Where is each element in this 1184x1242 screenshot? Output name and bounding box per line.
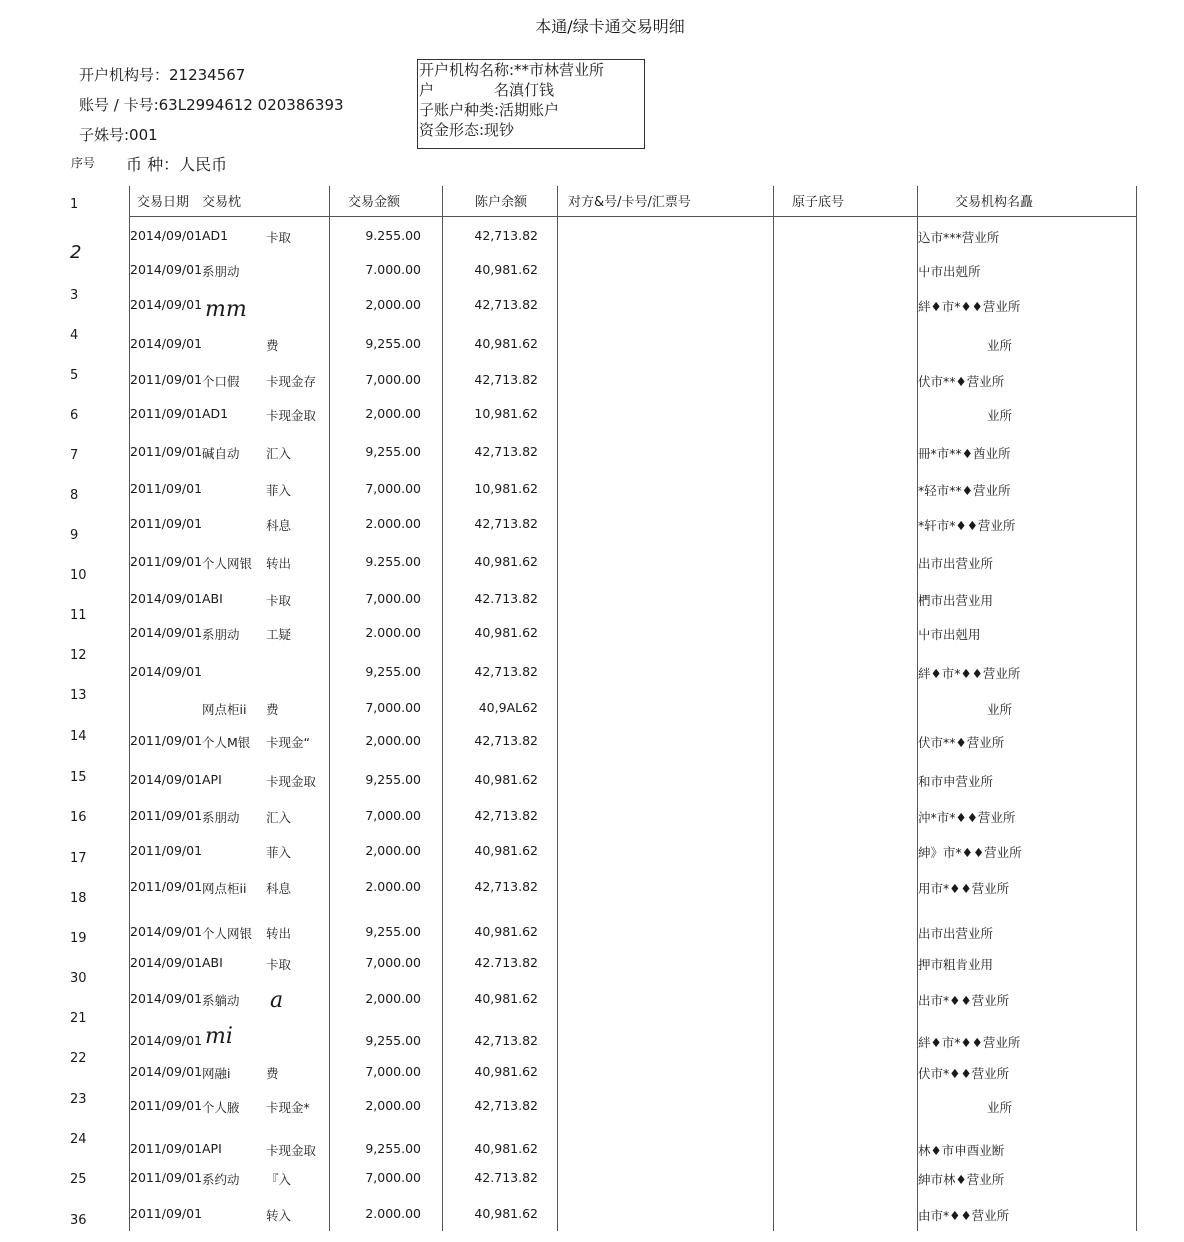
cell-balance: 40,9AL62 [478,700,538,715]
cell-date: 2011/09/01 [130,444,203,459]
cell-org: 押市粗肯业用 [918,957,994,972]
cell-amount: 9,255.00 [365,772,421,787]
cell-date: 2014/09/01 [130,262,203,277]
column-header-original-no: 原子底号 [792,195,845,210]
cell-desc: 『入 [266,1172,292,1187]
row-sequence-number: 5 [70,368,79,383]
cell-amount: 7,000.00 [365,372,421,387]
cell-amount: 7,000.00 [365,481,421,496]
cell-date: 2014/09/01 [130,228,203,243]
cell-date: 2014/09/01 [130,772,203,787]
cell-org: 业所 [987,408,1013,423]
cell-balance: 40,981.62 [474,843,538,858]
info-line: 子账户种类:活期账户 [419,101,560,119]
cell-date: 2014/09/01 [130,955,203,970]
cell-balance: 42.713.82 [474,591,538,606]
cell-type: AD1 [202,406,229,421]
handwritten-mark: mi [205,1024,233,1049]
cell-type: 个人网银 [202,556,253,571]
table-rule [773,186,774,1231]
cell-org: 椚市出营业用 [918,593,994,608]
cell-desc: 卡取 [266,230,292,245]
table-rule [329,186,330,1231]
cell-date: 2014/09/01 [130,991,203,1006]
cell-org: 屮市出剋所 [918,264,981,279]
account-info-box [417,59,645,149]
row-sequence-number: 2 [70,242,82,263]
row-sequence-number: 23 [70,1092,87,1107]
cell-org: 紳市林♦营业所 [918,1172,1005,1187]
cell-type: 系朋动 [202,264,240,279]
cell-date: 2014/09/01 [130,924,203,939]
row-sequence-number: 36 [70,1213,87,1228]
cell-balance: 42,713.82 [474,228,538,243]
seq-header: 序号 [71,156,96,170]
cell-balance: 42,713.82 [474,372,538,387]
currency-label: 币 种：人民币 [126,155,228,174]
column-header-type: 交易枕 [202,195,242,210]
column-header-amount: 交易金额 [348,195,401,210]
cell-date: 2014/09/01 [130,1064,203,1079]
cell-amount: 2,000.00 [365,733,421,748]
cell-org: 込市***营业所 [918,230,1000,245]
cell-date: 2011/09/01 [130,843,203,858]
cell-org: *轻市**♦营业所 [918,483,1011,498]
row-sequence-number: 9 [70,528,79,543]
cell-amount: 9,255.00 [365,1033,421,1048]
cell-date: 2014/09/01 [130,1033,203,1048]
table-rule [1136,186,1137,1231]
row-sequence-number: 13 [70,688,87,703]
cell-desc: 卡取 [266,957,292,972]
cell-org: 业所 [987,1100,1013,1115]
cell-date: 2011/09/01 [130,406,203,421]
cell-amount: 2,000.00 [365,406,421,421]
sub-account-number: 子姝号:001 [79,126,158,144]
cell-balance: 42,713.82 [474,733,538,748]
cell-amount: 2,000.00 [365,1098,421,1113]
cell-desc: 卡现金存 [266,374,317,389]
cell-org: 和市申营业所 [918,774,994,789]
cell-balance: 40,981.62 [474,924,538,939]
cell-type: 网点柜ii [202,881,247,896]
row-sequence-number: 4 [70,328,79,343]
cell-amount: 7.000.00 [365,262,421,277]
cell-date: 2014/09/01 [130,625,203,640]
header-rule [129,216,1137,217]
row-sequence-number: 24 [70,1132,87,1147]
cell-org: 出市出营业所 [918,926,994,941]
cell-org: *轩市*♦♦营业所 [918,518,1016,533]
cell-date: 2014/09/01 [130,336,203,351]
cell-desc: 科息 [266,518,292,533]
cell-type: API [202,772,222,787]
row-sequence-number: 3 [70,288,79,303]
cell-type: 个人腋 [202,1100,240,1115]
row-sequence-number: 18 [70,891,87,906]
row-sequence-number: 12 [70,648,87,663]
cell-amount: 9,255.00 [365,444,421,459]
cell-amount: 9,255.00 [365,924,421,939]
row-sequence-number: 14 [70,729,87,744]
cell-balance: 40,981.62 [474,1206,538,1221]
cell-desc: 卡现金取 [266,774,317,789]
cell-amount: 7,000.00 [365,1064,421,1079]
cell-desc: 费 [266,338,279,353]
cell-amount: 7,000.00 [365,1170,421,1185]
cell-date: 2011/09/01 [130,516,203,531]
cell-org: 用市*♦♦营业所 [918,881,1010,896]
cell-balance: 42,713.82 [474,1098,538,1113]
row-sequence-number: 7 [70,448,79,463]
cell-balance: 42,713.82 [474,444,538,459]
row-sequence-number: 16 [70,810,87,825]
cell-date: 2014/09/01 [130,591,203,606]
cell-amount: 2.000.00 [365,1206,421,1221]
cell-org: 紳》市*♦♦营业所 [918,845,1022,860]
cell-desc: 科息 [266,881,292,896]
cell-org: 絆♦市*♦♦营业所 [918,299,1021,314]
cell-date: 2011/09/01 [130,481,203,496]
row-sequence-number: 21 [70,1011,87,1026]
row-sequence-number: 1 [70,197,79,212]
row-sequence-number: 11 [70,608,87,623]
cell-balance: 40,981.62 [474,336,538,351]
cell-amount: 7,000.00 [365,591,421,606]
row-sequence-number: 10 [70,568,87,583]
info-line: 开户机构名称:**市林营业所 [419,61,605,79]
cell-type: 碱自动 [202,446,240,461]
cell-desc: 卡现金取 [266,408,317,423]
column-header-balance: 陈户余额 [475,195,528,210]
cell-amount: 2,000.00 [365,843,421,858]
page-title: 本通/绿卡通交易明细 [535,17,685,36]
cell-type: ABI [202,955,223,970]
cell-balance: 10,981.62 [474,481,538,496]
cell-date: 2011/09/01 [130,1141,203,1156]
cell-desc: 汇入 [266,810,292,825]
row-sequence-number: 15 [70,770,87,785]
cell-desc: 转出 [266,556,292,571]
cell-desc: 转入 [266,1208,292,1223]
cell-balance: 42,713.82 [474,879,538,894]
cell-amount: 7,000.00 [365,955,421,970]
info-line: 户 名滇仃钱 [419,81,555,99]
cell-org: 出市*♦♦营业所 [918,993,1010,1008]
cell-type: 个口假 [202,374,240,389]
cell-desc: 菲入 [266,483,292,498]
cell-amount: 9.255.00 [365,554,421,569]
row-sequence-number: 25 [70,1172,87,1187]
cell-type: 个人网银 [202,926,253,941]
cell-type: 网点柜ii [202,702,247,717]
row-sequence-number: 22 [70,1051,87,1066]
column-header-counterparty: 对方&号/卡号/汇票号 [568,195,691,210]
cell-balance: 40,981.62 [474,991,538,1006]
cell-amount: 9,255.00 [365,336,421,351]
cell-amount: 2.000.00 [365,516,421,531]
cell-org: 林♦市申酉业断 [918,1143,1005,1158]
cell-type: 系朋动 [202,810,240,825]
cell-date: 2014/09/01 [130,664,203,679]
table-rule [557,186,558,1231]
account-number: 账号 / 卡号:63L2994612 020386393 [79,96,344,114]
column-header-date: 交易日期 [137,195,190,210]
cell-type: ABI [202,591,223,606]
cell-desc: 转出 [266,926,292,941]
row-sequence-number: 17 [70,851,87,866]
cell-type: AD1 [202,228,229,243]
cell-org: 沖*市*♦♦营业所 [918,810,1016,825]
cell-type: 系躺动 [202,993,240,1008]
org-number: 开户机构号：21234567 [79,66,246,84]
row-sequence-number: 8 [70,488,79,503]
cell-amount: 9,255.00 [365,664,421,679]
cell-amount: 2,000.00 [365,991,421,1006]
cell-type: 网融i [202,1066,231,1081]
cell-balance: 10,981.62 [474,406,538,421]
cell-balance: 40,981.62 [474,1141,538,1156]
cell-balance: 40,981.62 [474,772,538,787]
cell-type: API [202,1141,222,1156]
cell-org: 伏市*♦♦营业所 [918,1066,1010,1081]
cell-org: 絆♦市*♦♦营业所 [918,666,1021,681]
cell-balance: 40,981.62 [474,554,538,569]
cell-date: 2011/09/01 [130,808,203,823]
cell-org: 业所 [987,338,1013,353]
cell-type: 系朋动 [202,627,240,642]
cell-balance: 42.713.82 [474,1170,538,1185]
cell-org: 伏市**♦营业所 [918,374,1005,389]
cell-balance: 42,713.82 [474,808,538,823]
cell-desc: 卡现金取 [266,1143,317,1158]
cell-desc: 卡现金“ [266,735,310,750]
cell-amount: 9,255.00 [365,1141,421,1156]
cell-balance: 42,713.82 [474,297,538,312]
cell-date: 2014/09/01 [130,297,203,312]
cell-date: 2011/09/01 [130,372,203,387]
cell-org: 屮市出剋用 [918,627,981,642]
info-line: 资金形态:现钞 [419,121,515,139]
cell-date: 2011/09/01 [130,733,203,748]
cell-desc: 卡取 [266,593,292,608]
cell-date: 2011/09/01 [130,1170,203,1185]
cell-desc: 卡现金* [266,1100,310,1115]
cell-desc: 工疑 [266,627,292,642]
cell-amount: 9.255.00 [365,228,421,243]
cell-balance: 40,981.62 [474,262,538,277]
cell-balance: 40,981.62 [474,625,538,640]
cell-type: 个人M银 [202,735,251,750]
cell-org: 伏市**♦营业所 [918,735,1005,750]
cell-desc: 费 [266,702,279,717]
cell-desc: 菲入 [266,845,292,860]
row-sequence-number: 30 [70,971,87,986]
handwritten-mark: mm [205,297,247,322]
cell-type: 系约动 [202,1172,240,1187]
cell-balance: 42,713.82 [474,1033,538,1048]
cell-amount: 2,000.00 [365,297,421,312]
cell-balance: 42,713.82 [474,516,538,531]
cell-amount: 7,000.00 [365,700,421,715]
cell-desc: 汇入 [266,446,292,461]
cell-date: 2011/09/01 [130,1206,203,1221]
cell-balance: 42.713.82 [474,955,538,970]
cell-org: 絆♦市*♦♦营业所 [918,1035,1021,1050]
column-header-org-name: 交易机构名矗 [955,195,1034,210]
cell-date: 2011/09/01 [130,554,203,569]
cell-org: 业所 [987,702,1013,717]
cell-balance: 40,981.62 [474,1064,538,1079]
cell-org: 冊*市**♦酋业所 [918,446,1011,461]
cell-amount: 2.000.00 [365,625,421,640]
cell-amount: 7,000.00 [365,808,421,823]
cell-amount: 2.000.00 [365,879,421,894]
cell-org: 出市出营业所 [918,556,994,571]
cell-desc: 费 [266,1066,279,1081]
cell-org: 由市*♦♦营业所 [918,1208,1010,1223]
row-sequence-number: 19 [70,931,87,946]
cell-date: 2011/09/01 [130,1098,203,1113]
row-sequence-number: 6 [70,408,79,423]
table-rule [442,186,443,1231]
cell-balance: 42,713.82 [474,664,538,679]
handwritten-mark: a [270,988,284,1013]
cell-date: 2011/09/01 [130,879,203,894]
